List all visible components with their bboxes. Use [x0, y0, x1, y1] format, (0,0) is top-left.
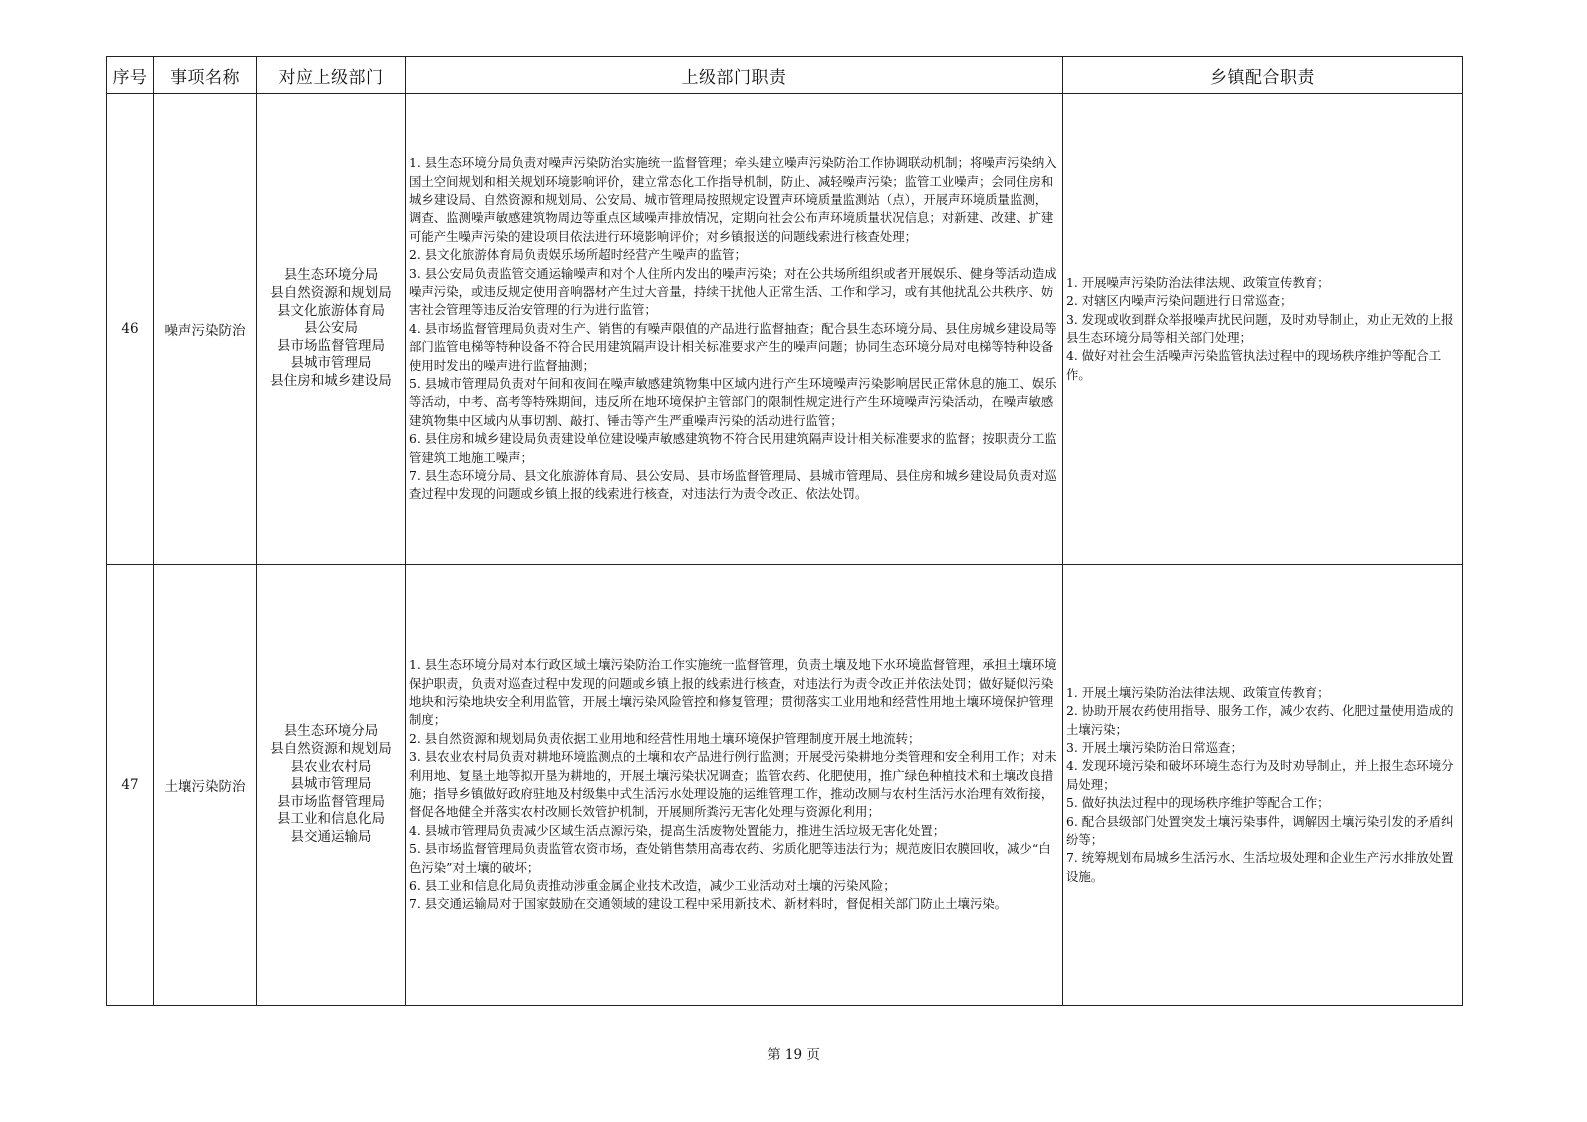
duty-item: 7. 统筹规划布局城乡生活污水、生活垃圾处理和企业生产污水排放处置设施。 — [1066, 850, 1454, 884]
duty-item: 4. 县城市管理局负责减少区域生活点源污染，提高生活废物处置能力，推进生活垃圾无害化处置； — [409, 822, 946, 838]
duty-item: 4. 发现环境污染和破坏环境生态行为及时劝导制止，并上报生态环境分局处理； — [1066, 758, 1454, 792]
upper-duties-cell — [406, 565, 1063, 1006]
department-name: 县交通运输局 — [290, 828, 372, 845]
header-department: 对应上级部门 — [257, 57, 406, 94]
department-name: 县住房和城乡建设局 — [270, 372, 392, 389]
department-name: 县自然资源和规划局 — [270, 741, 392, 758]
duty-item: 5. 县市场监督管理局负责监管农资市场，查处销售禁用高毒农药、劣质化肥等违法行为；规范废旧农膜回收，减少“白色污染”对土壤的破坏； — [409, 841, 1051, 875]
duty-item: 2. 县文化旅游体育局负责娱乐场所超时经营产生噪声的监管； — [409, 247, 747, 263]
department-name: 县文化旅游体育局 — [277, 302, 385, 319]
department-name: 县生态环境分局 — [283, 723, 379, 740]
town-duties-cell — [1063, 565, 1463, 1006]
item-name: 土壤污染防治 — [154, 565, 257, 1006]
duty-item: 1. 县生态环境分局负责对噪声污染防治实施统一监督管理；牵头建立噪声污染防治工作协调联动机制；将噪声污染纳入国土空间规划和相关规划环境影响评价，建立常态化工作指导机制，防止、减轻噪声污染；监管工业噪声；会同住房和城乡建设局、自然资源和规划局、公安局、城市管理局按照规定设置声环境质量监测站（点），开展声环境质量监测，调查、监测噪声敏感建筑物周边等重点区域噪声排放情况，定期向社会公布声环境质量状况信息；对新建、改建、扩建可能产生噪声污染的建设项目依法进行环境影响评价；对乡镇报送的问题线索进行核查处理； — [409, 155, 1057, 244]
duty-item: 4. 县市场监督管理局负责对生产、销售的有噪声限值的产品进行监督抽查；配合县生态环境分局、县住房城乡建设局等部门监管电梯等特种设备不符合民用建筑隔声设计相关标准要求产生的噪声问题；协同生态环境分局对电梯等特种设备使用时发出的噪声进行监督抽测； — [409, 320, 1057, 373]
duty-item: 1. 县生态环境分局对本行政区域土壤污染防治工作实施统一监督管理，负责土壤及地下水环境监督管理，承担土壤环境保护职责，负责对巡查过程中发现的问题或乡镇上报的线索进行核查，对违法行为责令改正并依法处罚；做好疑似污染地块和污染地块安全利用监管，开展土壤污染风险管控和修复管理；贯彻落实工业用地和经营性用地土壤环境保护管理制度； — [409, 657, 1057, 728]
header-upper-duties: 上级部门职责 — [406, 57, 1063, 94]
duty-item: 1. 开展土壤污染防治法律法规、政策宣传教育； — [1066, 684, 1330, 700]
department-name: 县农业农村局 — [290, 758, 372, 775]
duty-table — [106, 56, 1463, 1006]
duty-item: 2. 县自然资源和规划局负责依据工业用地和经营性用地土壤环境保护管理制度开展土地流转； — [409, 730, 921, 746]
duty-item: 6. 县住房和城乡建设局负责建设单位建设噪声敏感建筑物不符合民用建筑隔声设计相关标准要求的监督；按职责分工监管建筑工地施工噪声； — [409, 431, 1057, 465]
duty-item: 6. 县工业和信息化局负责推动涉重金属企业技术改造，减少工业活动对土壤的污染风险； — [409, 878, 896, 894]
duty-item: 7. 县交通运输局对于国家鼓励在交通领域的建设工程中采用新技术、新材料时，督促相关部门防止土壤污染。 — [409, 896, 1008, 912]
header-num: 序号 — [107, 57, 154, 94]
duty-item: 1. 开展噪声污染防治法律法规、政策宣传教育； — [1066, 274, 1330, 290]
duty-item: 3. 县公安局负责监管交通运输噪声和对个人住所内发出的噪声污染；对在公共场所组织或者开展娱乐、健身等活动造成噪声污染，或违反规定使用音响器材产生过大音量，持续干扰他人正常生活、工作和学习，或有其他扰乱公共秩序、妨害社会管理等违反治安管理的行为进行监管； — [409, 265, 1057, 318]
table-row — [107, 565, 1463, 1006]
duty-item: 4. 做好对社会生活噪声污染监管执法过程中的现场秩序维护等配合工作。 — [1066, 348, 1442, 382]
town-duties-cell — [1063, 94, 1463, 565]
duty-item: 6. 配合县级部门处置突发土壤污染事件，调解因土壤污染引发的矛盾纠纷等； — [1066, 813, 1454, 848]
department-name: 县公安局 — [304, 320, 358, 337]
duty-item: 7. 县生态环境分局、县文化旅游体育局、县公安局、县市场监督管理局、县城市管理局、县住房和城乡建设局负责对巡查过程中发现的问题或乡镇上报的线索进行核查，对违法行为责令改正、依法处罚。 — [409, 468, 1057, 502]
table-row — [107, 94, 1463, 565]
duty-item: 5. 做好执法过程中的现场秩序维护等配合工作； — [1066, 795, 1330, 811]
duty-item: 2. 对辖区内噪声污染问题进行日常巡查； — [1066, 293, 1293, 309]
duty-item: 2. 协助开展农药使用指导、服务工作，减少农药、化肥过量使用造成的土壤污染； — [1066, 703, 1454, 737]
row-number: 47 — [107, 565, 154, 1006]
duty-item: 3. 县农业农村局负责对耕地环境监测点的土壤和农产品进行例行监测；开展受污染耕地分类管理和安全利用工作；对未利用地、复垦土地等拟开垦为耕地的，开展土壤污染状况调查；监管农药、化肥使用，推广绿色种植技术和土壤改良措施；指导乡镇做好政府驻地及村级集中式生活污水处理设施的运维管理工作，推动改厕与农村生活污水治理有效衔接，督促各地健全并落实农村改厕长效管护机制，开展厕所粪污无害化处理与资源化利用； — [409, 749, 1057, 820]
item-name: 噪声污染防治 — [154, 94, 257, 565]
duty-item: 3. 发现或收到群众举报噪声扰民问题，及时劝导制止，劝止无效的上报县生态环境分局等相关部门处理； — [1066, 311, 1454, 345]
upper-duties-cell — [406, 94, 1063, 565]
department-list — [257, 94, 406, 565]
header-item-name: 事项名称 — [154, 57, 257, 94]
department-name: 县工业和信息化局 — [277, 811, 385, 828]
duty-item: 3. 开展土壤污染防治日常巡查； — [1066, 739, 1243, 755]
department-name: 县生态环境分局 — [283, 267, 379, 284]
department-name: 县城市管理局 — [290, 776, 372, 793]
table-header-row — [107, 57, 1463, 94]
page-number: 第 19 页 — [767, 1047, 820, 1063]
department-list — [257, 565, 406, 1006]
department-name: 县自然资源和规划局 — [270, 285, 392, 302]
department-name: 县市场监督管理局 — [277, 337, 385, 354]
row-number: 46 — [107, 94, 154, 565]
duty-item: 5. 县城市管理局负责对午间和夜间在噪声敏感建筑物集中区域内进行产生环境噪声污染影响居民正常休息的施工、娱乐等活动，中考、高考等特殊期间，违反所在地环境保护主管部门的限制性规定进行产生环境噪声污染活动，在噪声敏感建筑物集中区域内从事切割、敲打、锤击等产生严重噪声污染的活动进行监管； — [409, 376, 1057, 428]
department-name: 县城市管理局 — [290, 355, 372, 372]
department-name: 县市场监督管理局 — [277, 793, 385, 810]
header-town-duties: 乡镇配合职责 — [1063, 57, 1463, 94]
